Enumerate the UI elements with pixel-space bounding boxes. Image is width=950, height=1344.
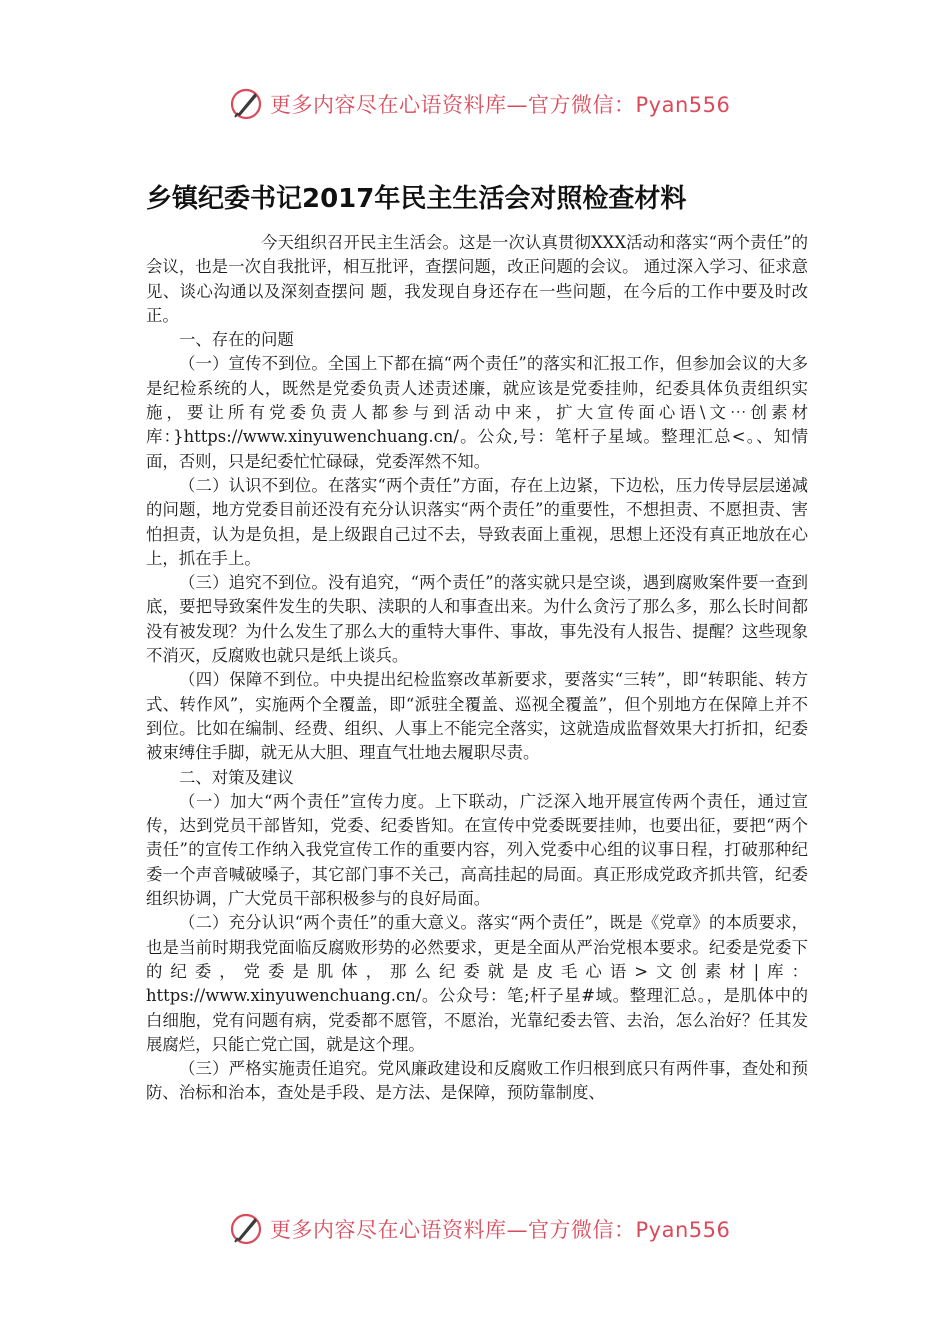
paragraph: （四）保障不到位。中央提出纪检监察改革新要求，要落实“三转”，即“转职能、转方式、转作风”，实施两个全覆盖，即“派驻全覆盖、巡视全覆盖”，但个别地方在保障上并不到位。比如在编制、经费、组织、人事上不能完全落实，这就造成监督效果大打折扣，纪委被束缚住手脚，就无从大胆、理直气壮地去履职尽责。 (146, 670, 808, 763)
paragraph: （二）充分认识“两个责任”的重大意义。落实“两个责任”，既是《党章》的本质要求，也是当前时期我党面临反腐败形势的必然要求，更是全面从严治党根本要求。纪委是党委下的纪委，党委是肌体，那么纪委就是皮毛心语>文创素材|库：https://www.xinyuwenchuang.cn/。公众号：笔;杆子星#域。整理汇总。，是肌体中的白细胞，党有问题有病，党委都不愿管，不愿治，光靠纪委去管、去治，怎么治好？任其发展腐烂，只能亡党亡国，就是这个理。 (146, 913, 808, 1054)
quill-pen-icon (228, 86, 264, 122)
paragraph: （二）认识不到位。在落实“两个责任”方面，存在上边紧，下边松，压力传导层层递减的问题，地方党委目前还没有充分认识落实“两个责任”的重要性，不想担责、不愿担责、害怕担责，认为是负担，是上级跟自己过不去，导致表面上重视，思想上还没有真正地放在心上，抓在手上。 (146, 475, 808, 568)
banner-text: 更多内容尽在心语资料库—官方微信：Pyan556 (270, 1218, 731, 1242)
section-heading-measures: 二、对策及建议 (179, 767, 294, 787)
bottom-banner (228, 1209, 730, 1249)
section-heading-problems: 一、存在的问题 (179, 330, 294, 350)
paragraph: （三）追究不到位。没有追究，“两个责任”的落实就只是空谈，遇到腐败案件要一查到底，要把导致案件发生的失职、渎职的人和事查出来。为什么贪污了那么多，那么长时间都没有被发现？为什么发生了那么大的重特大事件、事故，事先没有人报告、提醒？这些现象不消灭，反腐败也就只是纸上谈兵。 (146, 573, 808, 666)
paragraph: （一）加大“两个责任”宣传力度。上下联动，广泛深入地开展宣传两个责任，通过宣传，达到党员干部皆知，党委、纪委皆知。在宣传中党委既要挂帅，也要出征，要把“两个责任”的宣传工作纳入我党宣传工作的重要内容，列入党委中心组的议事日程，打破那种纪委一个声音喊破嗓子，其它部门事不关己，高高挂起的局面。真正形成党政齐抓共管，纪委组织协调，广大党员干部积极参与的良好局面。 (146, 791, 808, 909)
document-title: 乡镇纪委书记2017年民主生活会对照检查材料 (146, 184, 687, 214)
paragraph: （三）严格实施责任追究。党风廉政建设和反腐败工作归根到底只有两件事，查处和预防、治标和治本，查处是手段、是方法、是保障，预防靠制度、 (146, 1059, 808, 1103)
quill-pen-icon (228, 1211, 264, 1247)
intro-paragraph: 今天组织召开民主生活会。这是一次认真贯彻XXX活动和落实“两个责任”的会议，也是一次自我批评，相互批评，查摆问题，改正问题的会议。 通过深入学习、征求意见、谈心沟通以及深刻查摆问 题，我发现自身还存在一些问题，在今后的工作中要及时改正。 (146, 233, 808, 325)
banner-text: 更多内容尽在心语资料库—官方微信：Pyan556 (270, 93, 731, 117)
paragraph: （一）宣传不到位。全国上下都在搞“两个责任”的落实和汇报工作，但参加会议的大多是纪检系统的人，既然是党委负责人述责述廉，就应该是党委挂帅，纪委具体负责组织实施，要让所有党委负责人都参与到活动中来，扩大宣传面心语\文⋯创素材库：}https://www.xinyuwenchuang.cn/。公众,号：笔杆子星域。整理汇总<。、知情面，否则，只是纪委忙忙碌碌，党委浑然不知。 (146, 354, 808, 471)
top-banner (228, 84, 730, 124)
document-body (146, 231, 808, 1106)
